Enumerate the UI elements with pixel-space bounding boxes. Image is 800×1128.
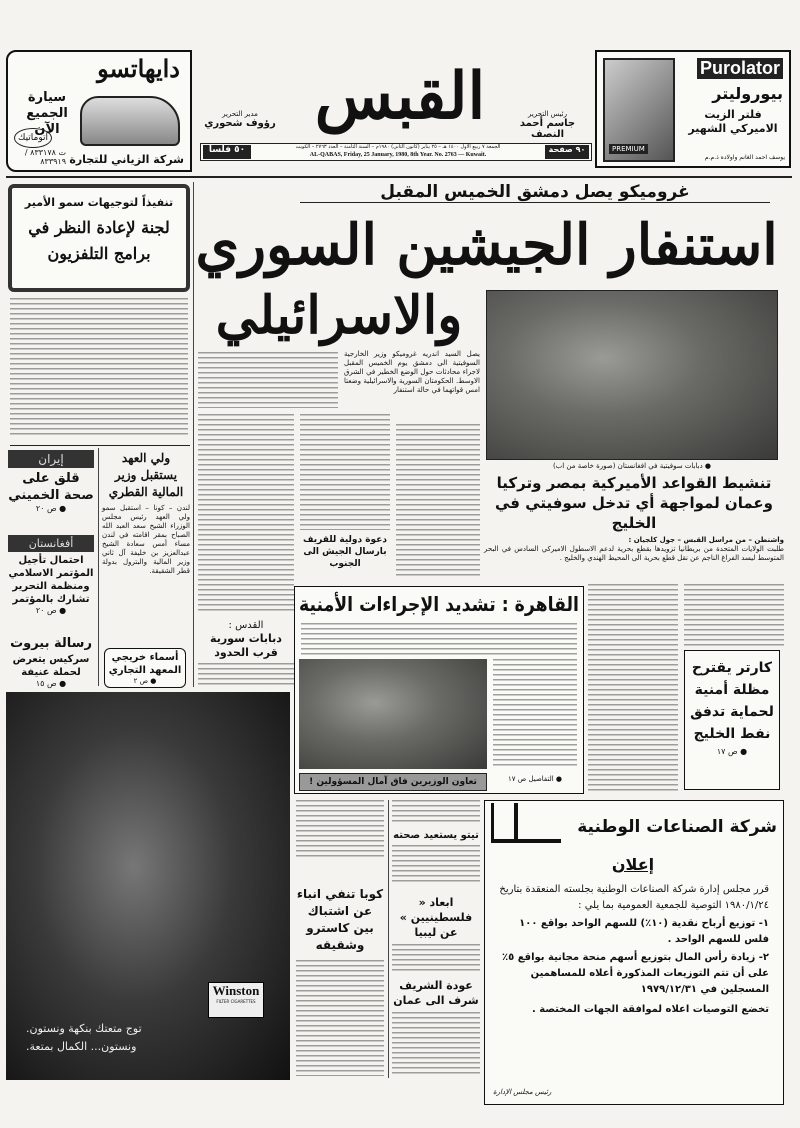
purolator-brand-ar: بيورولیتر [712, 84, 783, 103]
crown-prince-story [102, 450, 190, 688]
cuba-headline: كوبا تنفي انباء عن اشتباك بين كاسترو وشقيقه [296, 887, 384, 952]
main-kicker: غروميكو يصل دمشق الخميس المقبل [300, 182, 770, 203]
us-bases-col2 [588, 584, 678, 794]
filter-box-image [603, 58, 675, 162]
managing-editor-label: مدير التحرير [222, 110, 258, 118]
institute-box [104, 648, 186, 688]
winston-line1: توج متعتك بنكهة ونستون. [26, 1022, 142, 1035]
tito-headline: تيتو يستعيد صحته [393, 830, 479, 841]
daihatsu-slogan: سيارة الجميع الآن [26, 90, 68, 137]
crown-prince-body: لندن – كونا – استقبل سمو ولي العهد رئيس مجلس الوزراء الشيخ سعد العبد الله الصباح بمقر اقامته في لندن مساء أمس سعادة الشيخ عبدالعزيز بن خليفة آل ثاني وزير المالية والبترول بدولة قطر الشقيقة. [102, 504, 190, 575]
factory-logo [491, 803, 561, 843]
main-left-separator [193, 182, 194, 687]
car-illustration [80, 96, 180, 146]
quds-body [198, 663, 294, 686]
industries-body [497, 855, 769, 1018]
cairo-headline: القاهرة : تشديد الإجراءات الأمنية [299, 592, 579, 616]
bottom-left-column [296, 800, 384, 1076]
winston-brand: Winston [212, 983, 260, 998]
palestinians-body [392, 944, 480, 972]
beirut-headline: رسالة بيروت [10, 636, 92, 651]
tv-kicker: تنفيذاً لتوجيهات سمو الأمير [24, 196, 174, 209]
institute-ref: ● ص ٢ [133, 677, 157, 685]
price-left: ٥٠ فلسا [203, 145, 251, 159]
main-body-col3 [396, 424, 480, 577]
left-column-separator [98, 448, 99, 686]
editor-in-chief-name: جاسم أحمد النصف [519, 118, 576, 140]
price-right: ٩٠ صفحة [545, 145, 589, 159]
quds-label: القدس : [228, 620, 264, 631]
masthead-logo: القبس [314, 59, 486, 134]
purolator-dealer: يوسف احمد الغانم واولاده ذ.م.م [704, 154, 785, 161]
quds-headline: دبابات سورية قرب الحدود [210, 632, 282, 659]
industries-heading: إعلان [611, 855, 655, 874]
cairo-story-box [294, 586, 584, 794]
beirut-sub: سركيس يتعرض لحملة عنيفة [12, 654, 90, 678]
industries-item1: ١- توزيع أرباح نقدية (١٠٪) للسهم الواحد بواقع ١٠٠ فلس للسهم الواحد . [519, 918, 769, 945]
cairo-ref: ● التفاصيل ص ١٧ [508, 775, 562, 783]
cairo-bar: تعاون الوزيرين فاق آمال المسؤولين ! [299, 773, 487, 791]
cairo-body-top [301, 623, 577, 655]
sharif-body [392, 1012, 480, 1076]
carter-box [684, 650, 780, 790]
carter-headline: كارتر يقترح مظلة أمنية لحماية تدفق نفط الخليج [690, 660, 774, 742]
industries-ad [484, 800, 784, 1105]
date-arabic: الجمعة ٧ ربيع الأول ١٤٠٠ هـ – ٢٥ يناير (كانون الثاني) ١٩٨٠م – السنة الثامنة – العدد ٢٧٦٣ – الكويت [295, 144, 501, 150]
crown-prince-headline: ولي العهد يستقبل وزير المالية القطري [108, 451, 184, 499]
afghanistan-label: أفغانستان [8, 535, 94, 552]
managing-editor-name: رؤوف شحوري [204, 118, 276, 129]
editor-in-chief [505, 110, 590, 140]
us-bases-headline: تنشيط القواعد الأميركية بمصر وتركيا وعمان لمواجهة أي تدخل سوفيتي في الخليج [495, 474, 773, 532]
industries-item2: ٢- زيادة رأس المال بتوزيع أسهم منحة مجانية بواقع ٥٪ على أن تتم التوزيعات المذكورة أعلاه للمساهمين المسجلين في ١٩٧٩/١٢/٣١ [502, 952, 769, 995]
daihatsu-brand: دايهاتسو [97, 54, 180, 83]
bottom-body-2 [392, 800, 480, 824]
editor-in-chief-label: رئيس التحرير [528, 110, 567, 118]
iran-ref: ● ص ٢٠ [35, 504, 67, 513]
main-lead: يصل السيد اندريه غروميكو وزير الخارجية السوفيتية الى دمشق يوم الخميس المقبل لاجراء محادثات حول الوضع الخطير في الشرق الاوسط. الحكومتان السورية والاسرائيلية وضعتا امس قواتهما في حالة استنفار [344, 350, 480, 394]
purolator-brand-en: Purolator [697, 58, 783, 79]
us-bases-col1 [684, 584, 784, 646]
managing-editor [200, 110, 280, 129]
us-bases-body: طلبت الولايات المتحدة من بريطانيا تزويدها بقطع بحرية لدعم الاسطول الاميركي السادس في البحر المتوسط ليسد الفراغ الناجم عن نقل قطع بحرية الى المحيط الهندي والخليج . [484, 545, 784, 562]
winston-ad [6, 692, 290, 1080]
cairo-photo [299, 659, 487, 769]
date-bar [200, 143, 592, 161]
winston-sub: FILTER CIGARETTES [216, 999, 256, 1004]
main-body-col5 [198, 414, 294, 614]
afghanistan-story [8, 535, 94, 615]
iran-label: إيران [8, 450, 94, 468]
purolator-tagline: فلتر الزيت الاميركي الشهير [688, 108, 778, 135]
tv-story-box [8, 184, 190, 292]
cuba-body [296, 960, 384, 1076]
left-briefs-column [8, 450, 94, 688]
masthead-rule [6, 176, 792, 178]
palestinians-headline: ابعاد « فلسطينيين » عن ليبيا [399, 896, 473, 939]
tv-headline: لجنة لإعادة النظر في برامج التلفزيون [28, 218, 170, 263]
daihatsu-phones: ت ٨٣٣١٧٨ / ٨٣٣٩١٩ [24, 148, 66, 166]
quds-story [198, 620, 294, 686]
main-body-col4 [300, 414, 390, 530]
industries-company: شركة الصناعات الوطنية [577, 817, 777, 837]
main-headline-line1: استنفار الجيشين السوري [195, 212, 778, 278]
cairo-headline-wrap [299, 590, 579, 618]
tanks-photo-caption: ● دبابات سوفيتية في افغانستان (صورة خاصة من اب) [552, 462, 712, 470]
institute-headline: أسماء خريجي المعهد التجاري [108, 652, 182, 676]
date-english: AL-QABAS, Friday, 25 January, 1980, 8th Year. No. 2763 — Kuwait. [309, 152, 487, 158]
main-body-col2 [198, 352, 338, 408]
afghanistan-headline: احتمال تأجيل المؤتمر الاسلامي ومنظمة التحرير تشارك بالمؤتمر [8, 554, 94, 605]
main-headline-line1-wrap [196, 206, 778, 284]
daihatsu-badge: اتوماتيك [14, 128, 52, 148]
industries-closing: تخضع التوصيات اعلاه لموافقة الجهات المختصة . [531, 1004, 769, 1015]
industries-para: قرر مجلس إدارة شركة الصناعات الوطنية بجلسته المنعقدة بتاريخ ١٩٨٠/١/٢٤ التوصية للجمعية العمومية بما يلي : [499, 884, 769, 911]
main-headline-line2: والاسرائيلي [215, 285, 463, 346]
us-bases-dateline: واشنطن – من مراسل القبس – جول كلجيان : [628, 536, 784, 544]
industries-signature: رئيس مجلس الإدارة [493, 1088, 552, 1096]
beirut-story [8, 636, 94, 688]
cairo-body-col [493, 659, 577, 769]
daihatsu-company: شركة الزياني للتجارة [69, 153, 184, 166]
tito-body [392, 845, 480, 885]
tanks-photo [486, 290, 778, 460]
south-lebanon-headline: دعوة دولية للقريف بارسال الجيش الى الجنوب [303, 535, 387, 569]
purolator-ad [595, 50, 791, 168]
carter-ref: ● ص ١٧ [716, 747, 748, 756]
bottom-separator [388, 800, 389, 1078]
winston-line2: ونستون... الكمال بمتعة. [26, 1040, 137, 1053]
bottom-body-1 [296, 800, 384, 860]
left-rule [10, 445, 190, 446]
main-headline-line2-wrap [198, 284, 480, 348]
iran-story [8, 450, 94, 513]
daihatsu-ad [6, 50, 192, 172]
beirut-ref: ● ص ١٥ [35, 679, 67, 688]
bottom-right-column [392, 800, 480, 1076]
winston-pack [208, 982, 264, 1018]
afghanistan-ref: ● ص ٢٠ [35, 605, 67, 615]
filter-box-label: PREMIUM [609, 144, 648, 154]
iran-headline: قلق على صحة الخميني [8, 471, 94, 503]
us-bases-story [484, 473, 784, 563]
tv-story-body [10, 298, 188, 438]
sharif-headline: عودة الشريف شرف الى عمان [393, 979, 479, 1007]
